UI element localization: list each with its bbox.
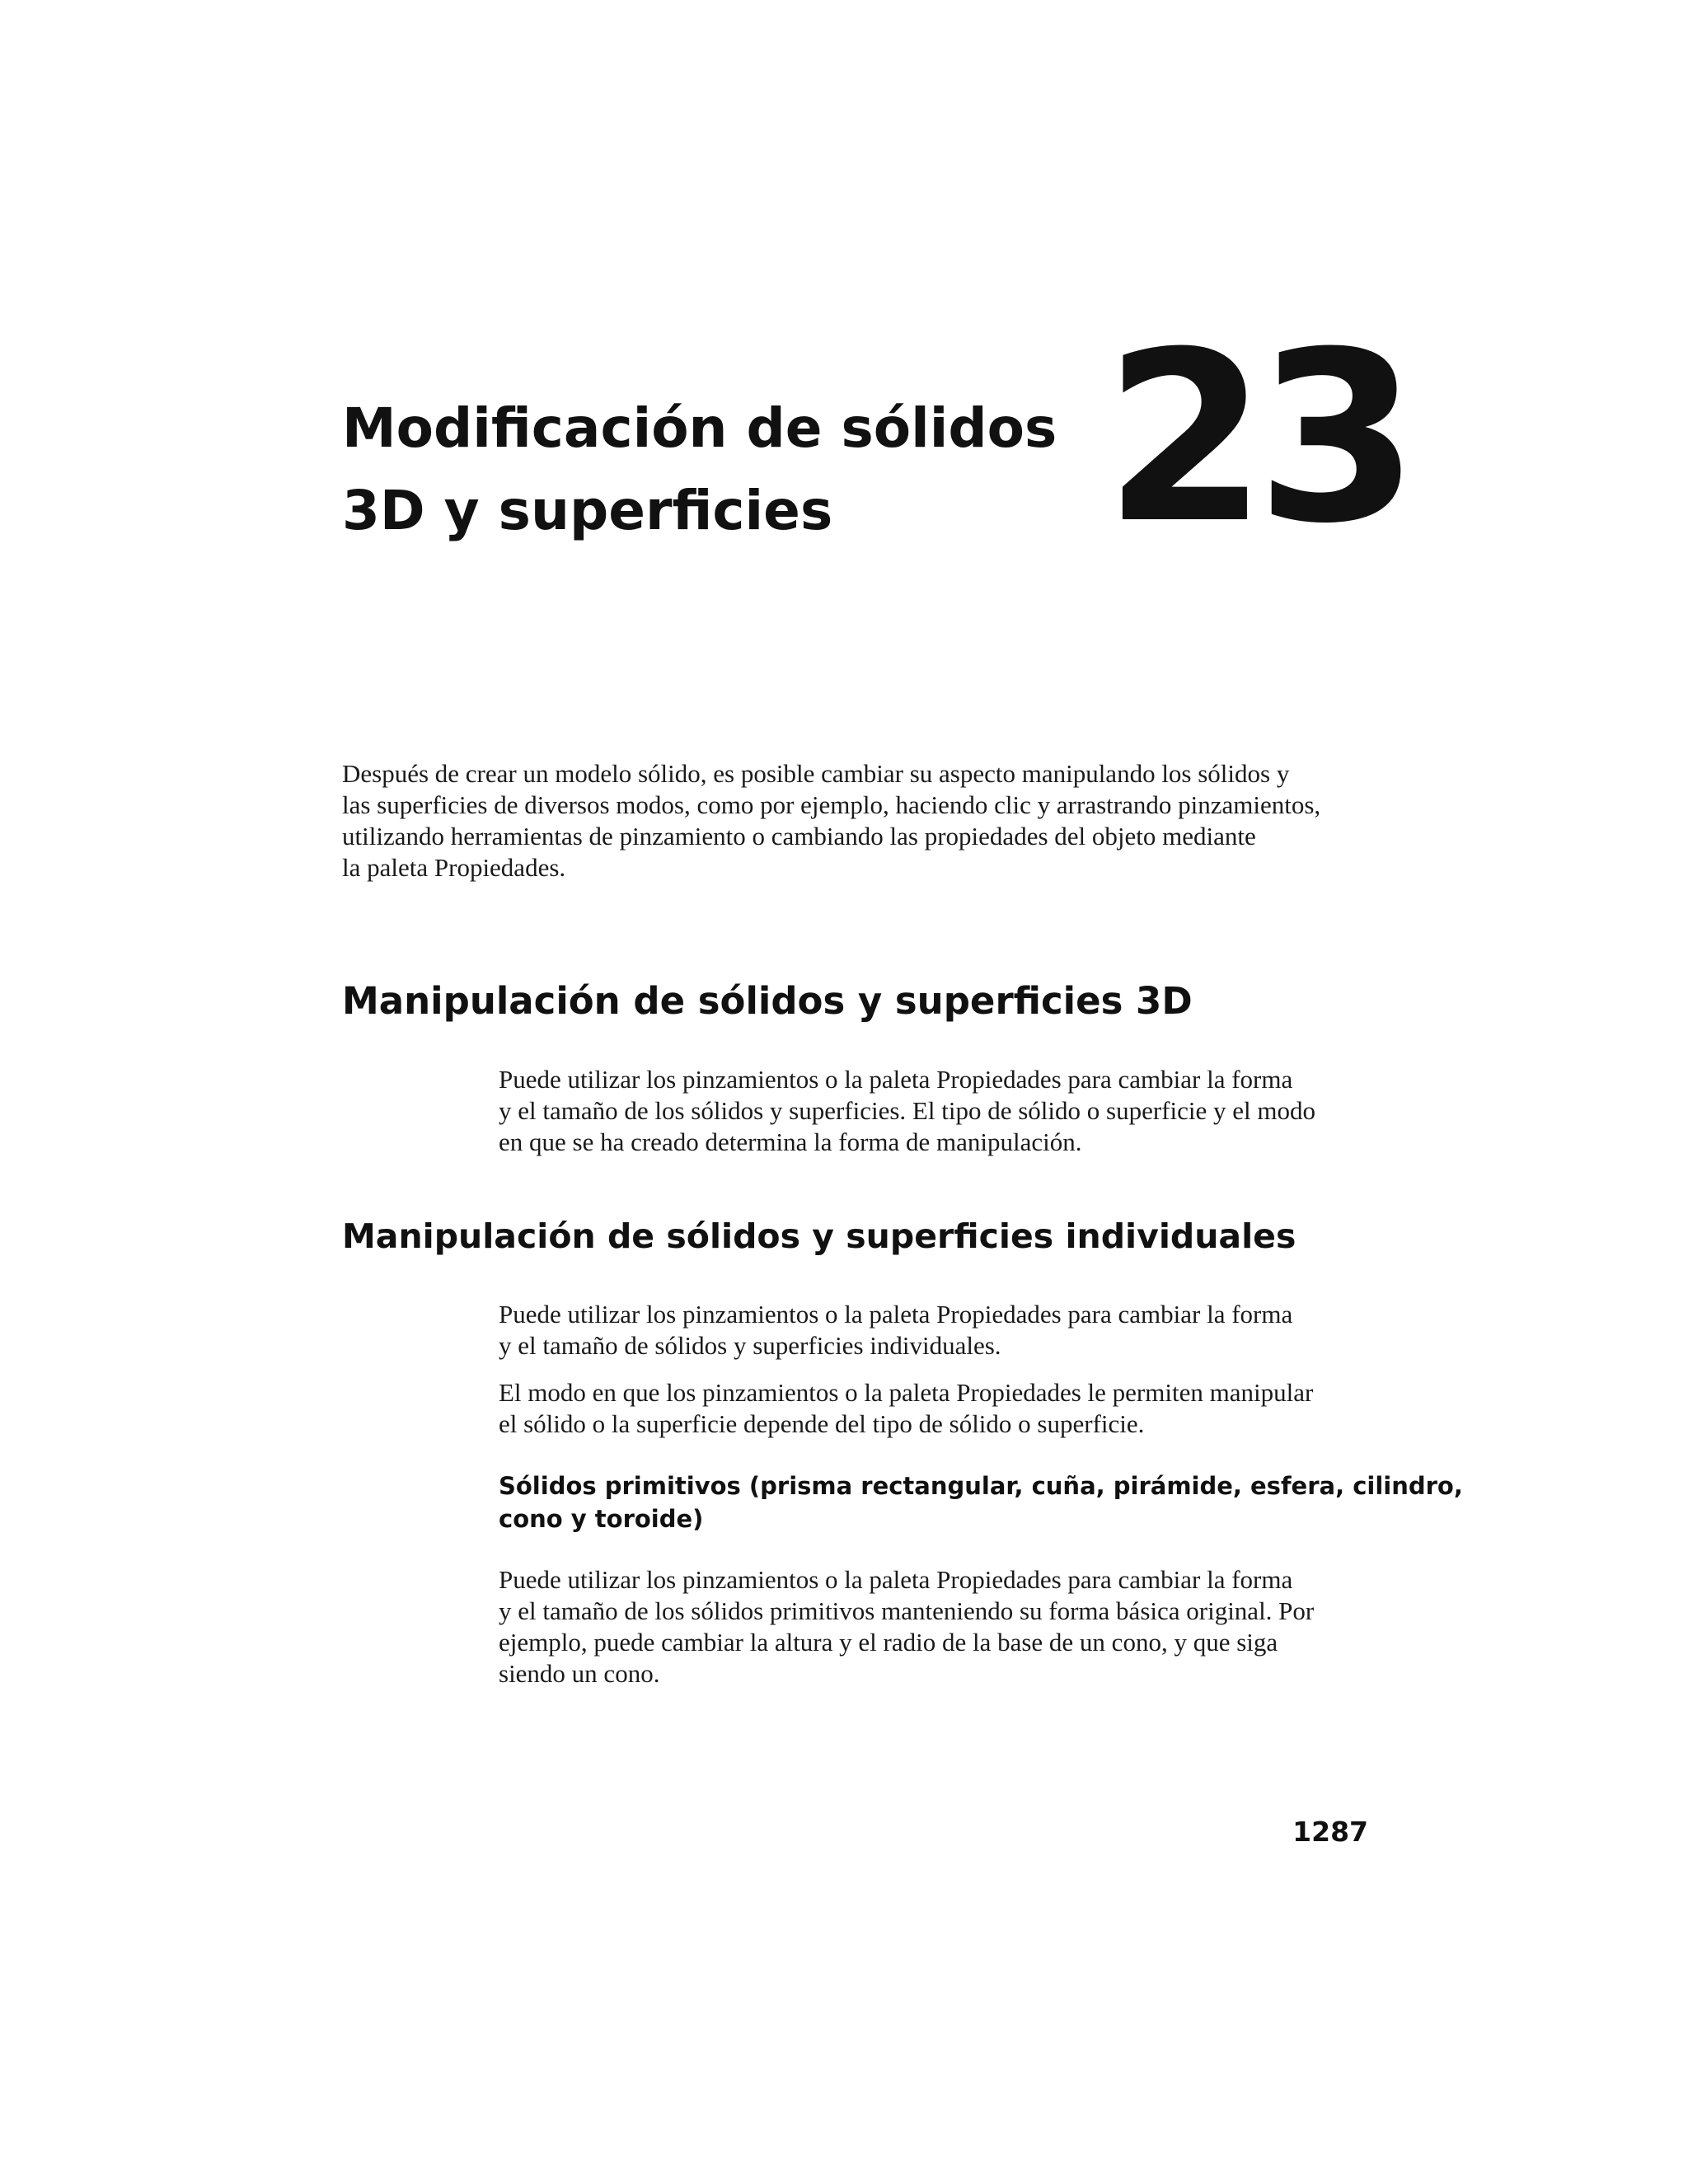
subheading-line: Sólidos primitivos (prisma rectangular, cuña, pirámide, esfera, cilindro, [499, 1472, 1463, 1500]
chapter-number: 23 [1104, 302, 1408, 575]
section1-paragraph [499, 1064, 1414, 1158]
paragraph-line: ejemplo, puede cambiar la altura y el radio de la base de un cono, y que siga [499, 1628, 1278, 1657]
paragraph-line: en que se ha creado determina la forma de manipulación. [499, 1127, 1082, 1156]
paragraph-line: y el tamaño de los sólidos y superficies. El tipo de sólido o superficie y el modo [499, 1096, 1315, 1125]
intro-line: la paleta Propiedades. [342, 853, 566, 882]
page-number: 1287 [1292, 1816, 1368, 1848]
paragraph-line: Puede utilizar los pinzamientos o la paleta Propiedades para cambiar la forma [499, 1065, 1293, 1094]
subheading-line: cono y toroide) [499, 1505, 704, 1533]
intro-line: utilizando herramientas de pinzamiento o cambiando las propiedades del objeto mediante [342, 822, 1256, 851]
paragraph-line: y el tamaño de los sólidos primitivos manteniendo su forma básica original. Por [499, 1596, 1315, 1625]
chapter-title [342, 387, 1150, 552]
intro-line: Después de crear un modelo sólido, es posible cambiar su aspecto manipulando los sólidos y [342, 759, 1290, 788]
section2-paragraph-1 [499, 1299, 1414, 1361]
paragraph-line: el sólido o la superficie depende del tipo de sólido o superficie. [499, 1409, 1145, 1438]
paragraph-line: Puede utilizar los pinzamientos o la paleta Propiedades para cambiar la forma [499, 1300, 1293, 1329]
paragraph-line: siendo un cono. [499, 1659, 660, 1688]
subheading-primitive-solids [499, 1469, 1463, 1535]
intro-line: las superficies de diversos modos, como por ejemplo, haciendo clic y arrastrando pinzamientos, [342, 790, 1321, 819]
paragraph-line: y el tamaño de sólidos y superficies individuales. [499, 1331, 1001, 1360]
section-heading-3d-manipulation: Manipulación de sólidos y superficies 3D [342, 979, 1193, 1023]
chapter-title-line-1: Modificación de sólidos [342, 396, 1057, 460]
section2-paragraph-2 [499, 1377, 1414, 1440]
section2-paragraph-3 [499, 1564, 1414, 1690]
chapter-title-line-2: 3D y superficies [342, 479, 833, 542]
intro-paragraph [342, 758, 1414, 883]
paragraph-line: Puede utilizar los pinzamientos o la paleta Propiedades para cambiar la forma [499, 1565, 1293, 1594]
paragraph-line: El modo en que los pinzamientos o la paleta Propiedades le permiten manipular [499, 1378, 1314, 1407]
section-heading-individual-manipulation: Manipulación de sólidos y superficies individuales [342, 1216, 1296, 1256]
